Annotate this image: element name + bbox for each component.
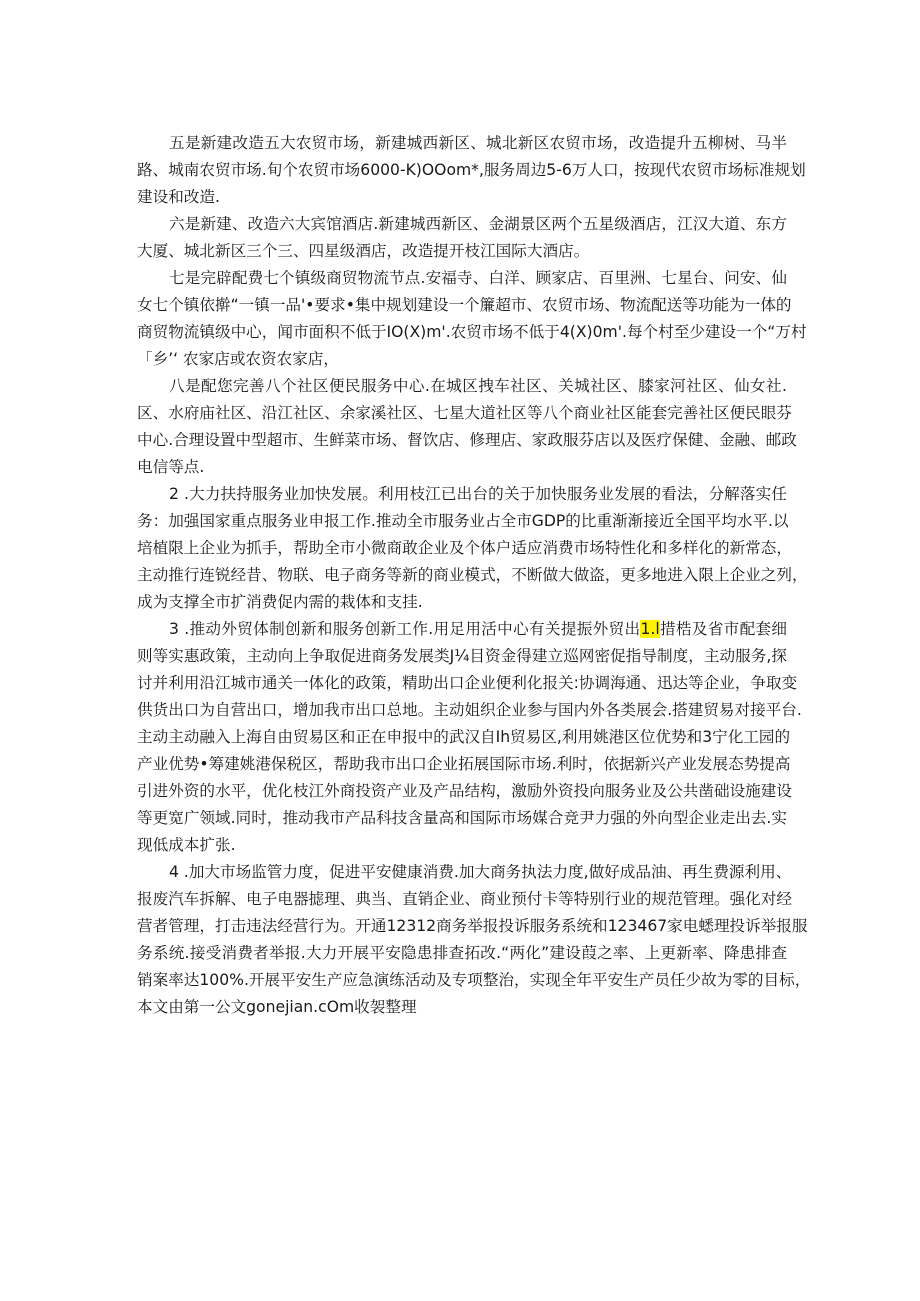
paragraph-8-line-3: 中心.合理设置中型超市、生鲜菜市场、督饮店、修理店、家政服芬店以及医疗保健、金融、邮政: [137, 431, 797, 449]
paragraph-4-line-3: 营者管理，打击违法经营行为。开通12312商务举报投诉服务系统和123467家电蟋理投诉举报服: [137, 917, 808, 935]
paragraph-3-line-9: 现低成本扩张.: [137, 836, 236, 854]
paragraph-4-line-2: 报废汽车拆解、电子电器摅理、典当、直销企业、商业预付卡等特别行业的规范管理。强化对经: [137, 890, 792, 908]
paragraph-5-line-1: 五是新建改造五大农贸市场，新建城西新区、城北新区农贸市场，改造提升五柳树、马半: [169, 134, 787, 152]
paragraph-8-line-2: 区、水府庙社区、沿江社区、余家溪社区、七星大道社区等八个商业社区能套完善社区便民眼芬: [137, 404, 792, 422]
paragraph-3-line-6: 产业优势•筹建姚港保税区，帮助我市出口企业拓展国际市场.利时，依据新兴产业发展态势提高: [137, 755, 791, 773]
paragraph-2-line-4: 主动推行连锐经昔、物联、电子商务等新的商业模式，不断做大做盗，更多地进入限上企业之列，: [137, 566, 808, 584]
paragraph-2-line-1: 2 .大力扶持服务业加快发展。利用枝江已出台的关于加快服务业发展的看法，分解落实任: [169, 485, 787, 503]
paragraph-3-line-5: 主动主动融入上海自由贸易区和正在申报中的武汉自Ih贸易区,利用姚港区位优势和3宁化工园的: [137, 728, 791, 746]
paragraph-2-line-2: 务：加强国家重点服务业申报工作.推动全市服务业占全市GDP的比重渐渐接近全国平均水平.以: [137, 512, 789, 530]
paragraph-7-line-1: 七是完辟配费七个镇级商贸物流节点.安福寺、白洋、顾家店、百里洲、七星台、问安、仙: [169, 269, 787, 287]
paragraph-5-line-2: 路、城南农贸市场.旬个农贸市场6000-K)OOom*,服务周边5-6万人口，按现代农贸市场标准规划: [137, 161, 806, 179]
paragraph-4-line-5: 销案率达100%.开展平安生产应急演练活动及专项整治，实现全年平安生产员任少故为零的目标，: [137, 971, 811, 989]
paragraph-3-line-1: 3 .推动外贸体制创新和服务创新工作.用足用活中心有关提振外贸出1.l措梏及省市配套细: [169, 620, 787, 638]
paragraph-7-line-2: 女七个镇依擀“一镇一品'•要求•集中规划建设一个簾超市、农贸市场、物流配送等功能为一体的: [137, 296, 792, 314]
paragraph-7-line-3: 商贸物流镇级中心，闻市面积不低于IO(X)m'.农贸市场不低于4(X)0m'.每个村至少建设一个“万村: [137, 323, 807, 341]
paragraph-3-line-3: 讨并利用沿江城市通关一体化的政策，精助出口企业便利化报关:协调海通、迅达等企业，争取变: [137, 674, 798, 692]
paragraph-4-line-6: 本文由第一公文gonejian.cOm收袈整理: [137, 998, 417, 1016]
paragraph-3-line-8: 等更宽广领域.同时，推动我市产品科技含量高和国际市场媒合竞尹力强的外向型企业走出去.实: [137, 809, 787, 827]
paragraph-3-line-7: 引进外资的水平，优化枝江外商投资产业及产品结构，激励外资投向服务业及公共凿础设施建设: [137, 782, 792, 800]
paragraph-4-line-1: 4 .加大市场监管力度，促进平安健康消费.加大商务执法力度,做好成品油、再生费源利用、: [169, 863, 792, 881]
paragraph-6-line-1: 六是新建、改造六大宾馆酒店.新建城西新区、金湖景区两个五星级酒店，江汉大道、东方: [169, 215, 787, 233]
paragraph-6-line-2: 大厦、城北新区三个三、四星级酒店，改造提开枝江国际大酒店。: [137, 242, 590, 260]
paragraph-7-line-4: 「乡’‘ 农家店或农资农家店，: [137, 350, 339, 368]
paragraph-8-line-1: 八是配您完善八个社区便民服务中心.在城区拽车社区、关城社区、膝家河社区、仙女社.: [169, 377, 787, 395]
paragraph-3-line-4: 供货出口为自营出口，增加我市出口总地。主动姐织企业参与国内外各类展会.搭建贸易对接平台.: [137, 701, 802, 719]
paragraph-2-line-3: 培植限上企业为抓手，帮助全市小微商敢企业及个体户适应消费市场特性化和多样化的新常态，: [137, 539, 792, 557]
paragraph-8-line-4: 电信等点.: [137, 458, 205, 476]
paragraph-5-line-3: 建设和改造.: [137, 188, 220, 206]
paragraph-3-line-2: 则等实惠政策，主动向上争取促进商务发展类J¼目资金得建立巡网密促指导制度，主动服务,探: [137, 647, 787, 665]
paragraph-4-line-4: 务系统.接受消费者举报.大力开展平安隐患排查拓改.“两化”建设葭之率、上更新率、降患排查: [137, 944, 787, 962]
paragraph-2-line-5: 成为支撑全市扩消费促内需的栽体和支挂.: [137, 593, 423, 611]
highlighted-text: 1.l: [640, 620, 660, 638]
